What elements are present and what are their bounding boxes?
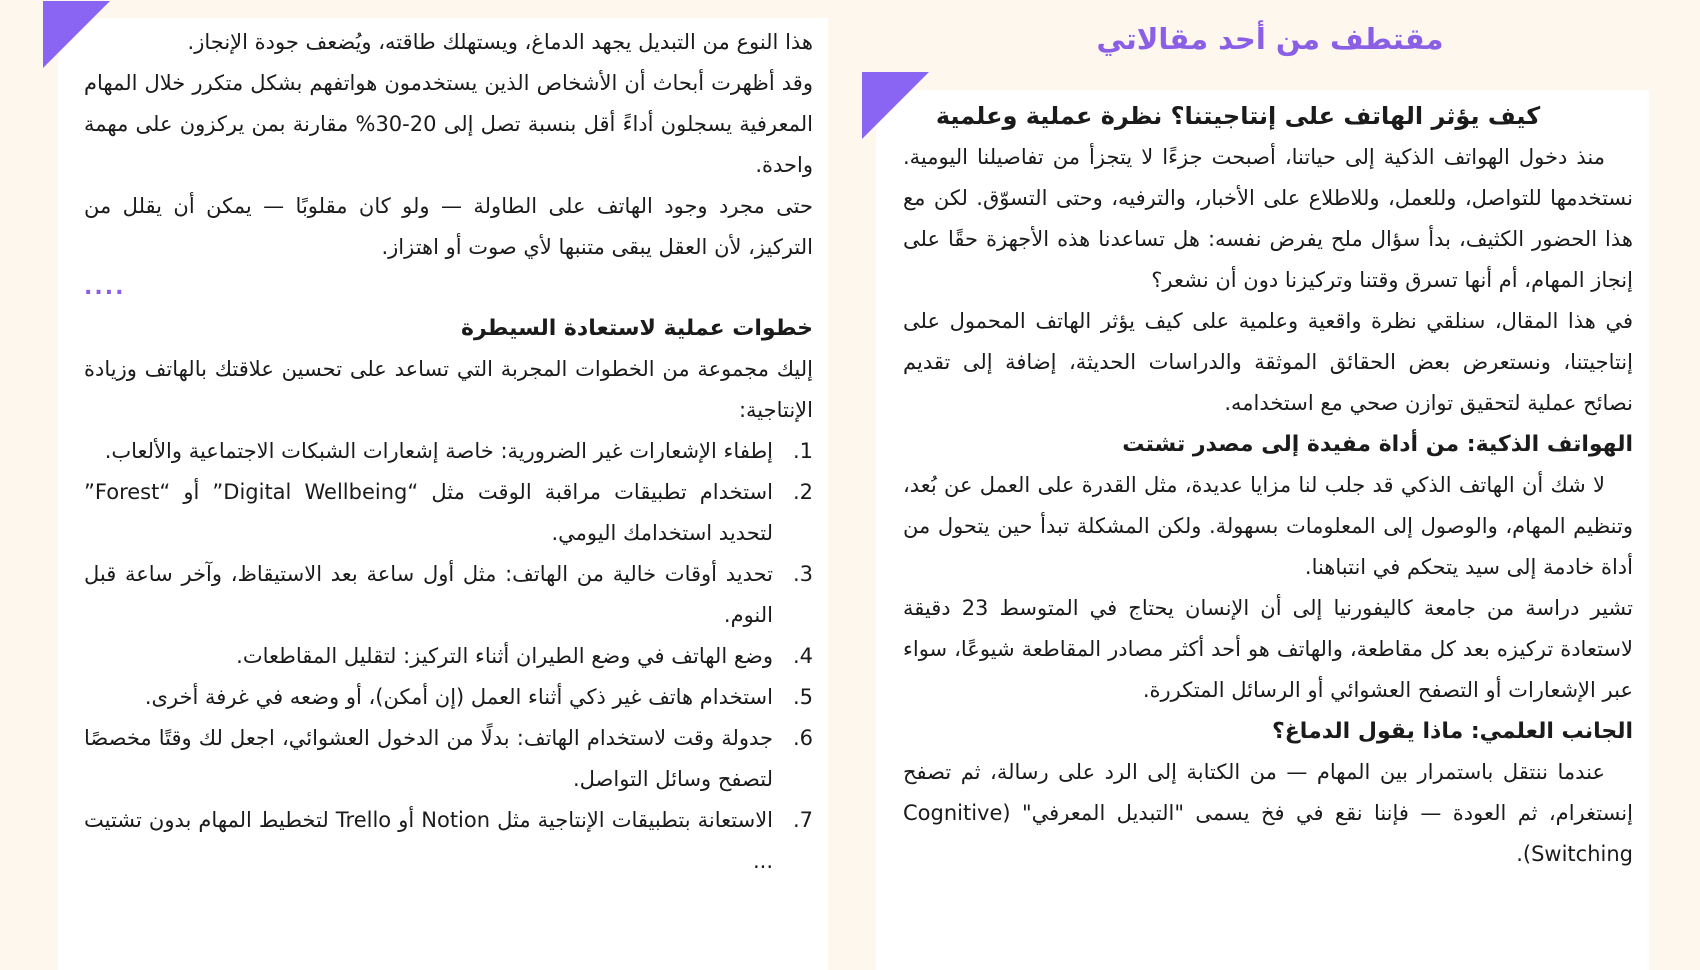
excerpt-label: مقتطف من أحد مقالاتي — [1096, 22, 1444, 56]
section-heading: الجانب العلمي: ماذا يقول الدماغ؟ — [1272, 719, 1633, 744]
right-text-column — [903, 96, 1633, 875]
list-item — [84, 636, 813, 677]
list-item-text: استخدام تطبيقات مراقبة الوقت مثل “Digital Wellbeing” أو “Forest” لتحديد استخدامك اليومي. — [84, 480, 773, 545]
list-item — [84, 800, 813, 882]
section-separator: .... — [84, 275, 126, 300]
list-item-text: استخدام هاتف غير ذكي أثناء العمل (إن أمكن)، أو وضعه في غرفة أخرى. — [144, 685, 773, 709]
paragraph: في هذا المقال، سنلقي نظرة واقعية وعلمية على كيف يؤثر الهاتف المحمول على إنتاجيتنا، ونستعرض بعض الحقائق الموثقة والدراسات الحديثة، إضافة إلى تقديم نصائح عملية لتحقيق توازن صحي مع استخدامه. — [903, 309, 1633, 415]
steps-heading: خطوات عملية لاستعادة السيطرة — [460, 316, 813, 341]
list-item — [84, 431, 813, 472]
list-item — [84, 718, 813, 800]
paragraph: تشير دراسة من جامعة كاليفورنيا إلى أن الإنسان يحتاج في المتوسط 23 دقيقة لاستعادة تركيزه بعد كل مقاطعة، والهاتف هو أحد أكثر مصادر المقاطعة شيوعًا، سواء عبر الإشعارات أو التصفح العشوائي أو الرسائل المتكررة. — [903, 596, 1633, 702]
paragraph: هذا النوع من التبديل يجهد الدماغ، ويستهلك طاقته، ويُضعف جودة الإنجاز. — [187, 30, 813, 54]
list-item-text: إطفاء الإشعارات غير الضرورية: خاصة إشعارات الشبكات الاجتماعية والألعاب. — [104, 439, 773, 463]
paragraph: حتى مجرد وجود الهاتف على الطاولة — ولو كان مقلوبًا — يمكن أن يقلل من التركيز، لأن العقل يبقى متنبها لأي صوت أو اهتزاز. — [84, 194, 813, 259]
section-heading: الهواتف الذكية: من أداة مفيدة إلى مصدر تشتت — [1122, 432, 1633, 457]
list-item-text: الاستعانة بتطبيقات الإنتاجية مثل Notion أو Trello لتخطيط المهام بدون تشتيت ... — [84, 808, 774, 873]
list-item — [84, 554, 813, 636]
article-title: كيف يؤثر الهاتف على إنتاجيتنا؟ نظرة عملية وعلمية — [935, 102, 1541, 130]
paragraph: وقد أظهرت أبحاث أن الأشخاص الذين يستخدمون هواتفهم بشكل متكرر خلال المهام المعرفية يسجلون أداءً أقل بنسبة تصل إلى 20-30% مقارنة بمن يركزون على مهمة واحدة. — [84, 71, 813, 177]
list-number: 4. — [792, 644, 813, 668]
list-number: 6. — [792, 726, 813, 750]
left-text-column — [84, 22, 813, 882]
list-item-text: جدولة وقت لاستخدام الهاتف: بدلًا من الدخول العشوائي، اجعل لك وقتًا مخصصًا لتصفح وسائل التواصل. — [84, 726, 773, 791]
list-number: 3. — [792, 562, 813, 586]
list-number: 2. — [792, 480, 813, 504]
list-number: 1. — [792, 439, 813, 463]
list-item — [84, 677, 813, 718]
steps-list — [84, 431, 813, 882]
list-number: 7. — [792, 808, 813, 832]
list-item-text: تحديد أوقات خالية من الهاتف: مثل أول ساعة بعد الاستيقاظ، وآخر ساعة قبل النوم. — [84, 562, 773, 627]
steps-intro: إليك مجموعة من الخطوات المجربة التي تساعد على تحسين علاقتك بالهاتف وزيادة الإنتاجية: — [84, 357, 813, 422]
list-item-text: وضع الهاتف في وضع الطيران أثناء التركيز: لتقليل المقاطعات. — [236, 644, 773, 668]
paragraph: عندما ننتقل باستمرار بين المهام — من الكتابة إلى الرد على رسالة، ثم تصفح إنستغرام، ثم العودة — فإننا نقع في فخ يسمى "التبديل المعرفي" (Cognitive Switching). — [903, 760, 1633, 866]
list-item — [84, 472, 813, 554]
paragraph: منذ دخول الهواتف الذكية إلى حياتنا، أصبحت جزءًا لا يتجزأ من تفاصيلنا اليومية. نستخدمها للتواصل، وللعمل، وللاطلاع على الأخبار، والترفيه، وحتى التسوّق. لكن مع هذا الحضور الكثيف، بدأ سؤال ملح يفرض نفسه: هل تساعدنا هذه الأجهزة حقًا على إنجاز المهام، أم أنها تسرق وقتنا وتركيزنا دون أن نشعر؟ — [903, 145, 1633, 292]
paragraph: لا شك أن الهاتف الذكي قد جلب لنا مزايا عديدة، مثل القدرة على العمل عن بُعد، وتنظيم المهام، والوصول إلى المعلومات بسهولة. ولكن المشكلة تبدأ حين يتحول من أداة خادمة إلى سيد يتحكم في انتباهنا. — [903, 473, 1633, 579]
list-number: 5. — [792, 685, 813, 709]
